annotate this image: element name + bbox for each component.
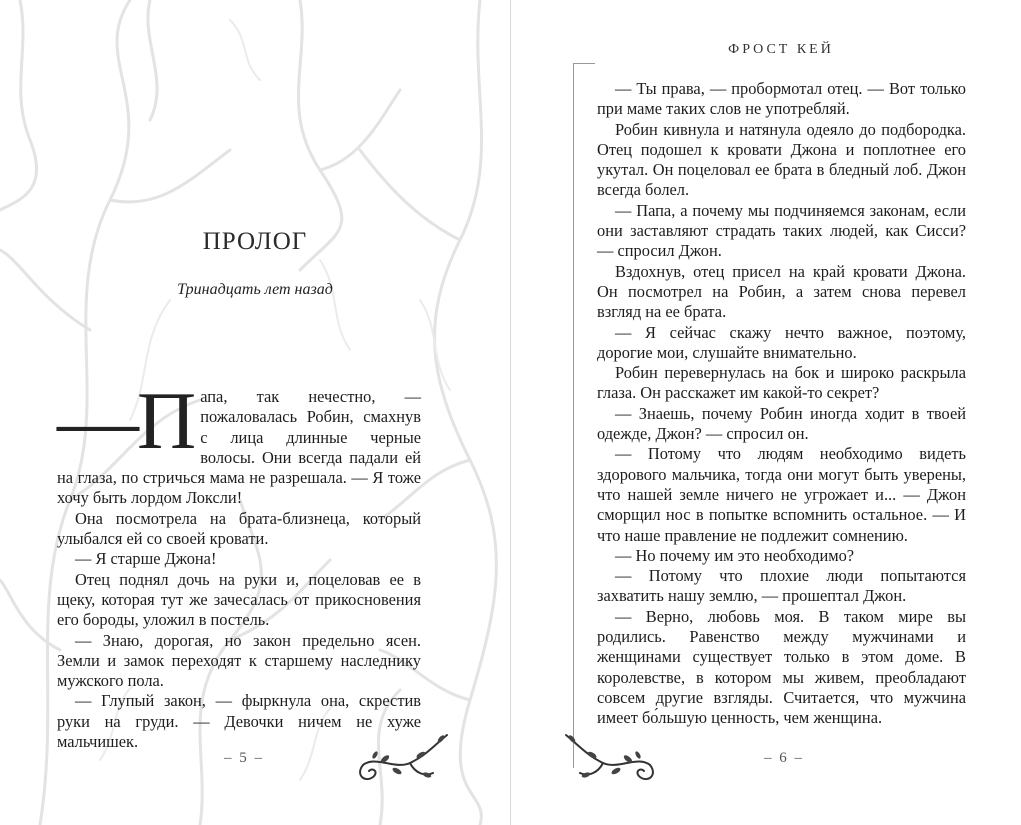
right-page-body (597, 79, 966, 729)
vine-flourish-icon (558, 725, 658, 787)
opening-paragraph-text: апа, так нечестно, — пожаловалась Робин, смахнув с лица длинные черные волосы. Они всегда падали ей на глаза, по стричься мама не разрешала. — Я тоже хочу быть лордом Локсли! (57, 387, 421, 508)
paragraph: — Я старше Джона! (75, 549, 217, 569)
paragraph: — Знаешь, почему Робин иногда ходит в твоей одежде, Джон? — спросил он. (597, 403, 966, 444)
paragraph: Отец поднял дочь на руки и, поцеловав ее в щеку, которая тут же зачесалась от прикосновения его бороды, уложил в постель. (57, 569, 421, 630)
drop-cap: —П (57, 375, 195, 466)
header-rule-vertical (573, 63, 574, 768)
paragraph: Робин кивнула и натянула одеяло до подбородка. Отец подошел к кровати Джона и поплотнее его укутал. Он поцеловал ее брата в бледный лоб. Джон всегда болел. (597, 119, 966, 200)
paragraph: Вздохнув, отец присел на край кровати Джона. Он посмотрел на Робин, а затем снова перевел взгляд на ее брата. (597, 261, 966, 322)
page-number: – 6 – (764, 750, 804, 766)
opening-paragraph (57, 375, 421, 509)
paragraph: — Ты права, — пробормотал отец. — Вот только при маме таких слов не употребляй. (597, 79, 966, 119)
paragraph: Она посмотрела на брата-близнеца, который улыбался ей со своей кровати. (57, 508, 421, 549)
paragraph: — Но почему им это необходимо? (615, 545, 855, 565)
paragraph: — Потому что людям необходимо видеть здорового мальчика, тогда они могут быть уверены, что нашей земле ничего не угрожает и... — Джон сморщил нос в попытке вспомнить остальное. — И что наше правление не подлежит сомнению. (597, 444, 966, 545)
vine-flourish-icon (355, 725, 455, 787)
left-page-body (57, 375, 421, 752)
page-number: – 5 – (224, 750, 264, 766)
paragraph: — Знаю, дорогая, но закон предельно ясен. Земли и замок переходят к старшему наследнику мужского пола. (57, 630, 421, 691)
paragraph: — Папа, а почему мы подчиняемся законам, если они заставляют страдать таких людей, как Сисси? — спросил Джон. (597, 200, 966, 261)
chapter-subtitle: Тринадцать лет назад (177, 281, 333, 298)
chapter-title: ПРОЛОГ (202, 228, 308, 255)
paragraph: Робин перевернулась на бок и широко раскрыла глаза. Он расскажет им какой-то секрет? (597, 363, 966, 403)
running-head-author: ФРОСТ КЕЙ (728, 42, 834, 57)
header-rule-horizontal (573, 63, 595, 64)
left-page (0, 0, 510, 825)
paragraph: — Глупый закон, — фыркнула она, скрестив руки на груди. — Девочки ничем не хуже мальчишек. (57, 691, 421, 752)
paragraph: — Я сейчас скажу нечто важное, поэтому, дорогие мои, слушайте внимательно. (597, 322, 966, 362)
paragraph: — Верно, любовь моя. В таком мире вы родились. Равенство между мужчинами и женщинами существует только в этом доме. В королевстве, в котором мы живем, преобладают совсем другие взгляды. Считается, что мужчина имеет бо́льшую ценность, чем женщина. (597, 606, 966, 728)
paragraph: — Потому что плохие люди попытаются захватить нашу землю, — прошептал Джон. (597, 566, 966, 606)
